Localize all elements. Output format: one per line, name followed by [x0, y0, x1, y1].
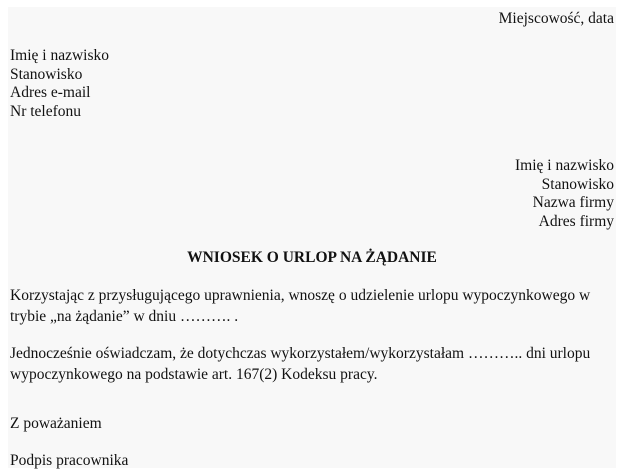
- recipient-name: Imię i nazwisko: [514, 157, 614, 174]
- recipient-position: Stanowisko: [541, 175, 614, 193]
- statement-paragraph: Jednocześnie oświadczam, że dotychczas wykorzystałem/wykorzystałam ……….. dni urlopu wypoczynkowego na podstawie art. 167(2) Kodeksu pracy.: [10, 345, 591, 383]
- closing: Z poważaniem: [10, 415, 102, 432]
- request-paragraph: Korzystając z przysługującego uprawnienia, wnoszę o udzielenie urlopu wypoczynkowego w trybie „na żądanie” w dniu ………. .: [10, 287, 591, 325]
- recipient-company: Nazwa firmy: [532, 194, 614, 211]
- document-page: [8, 7, 616, 468]
- sender-phone: Nr telefonu: [10, 102, 82, 120]
- sender-email: Adres e-mail: [10, 84, 91, 101]
- document-title: WNIOSEK O URLOP NA ŻĄDANIE: [187, 249, 437, 266]
- recipient-address: Adres firmy: [538, 212, 614, 230]
- place-date: Miejscowość, data: [498, 10, 614, 27]
- sender-position: Stanowisko: [10, 65, 83, 83]
- sender-block: [10, 47, 109, 121]
- recipient-block: [515, 157, 614, 231]
- signature: Podpis pracownika: [10, 452, 129, 469]
- sender-name: Imię i nazwisko: [10, 47, 110, 64]
